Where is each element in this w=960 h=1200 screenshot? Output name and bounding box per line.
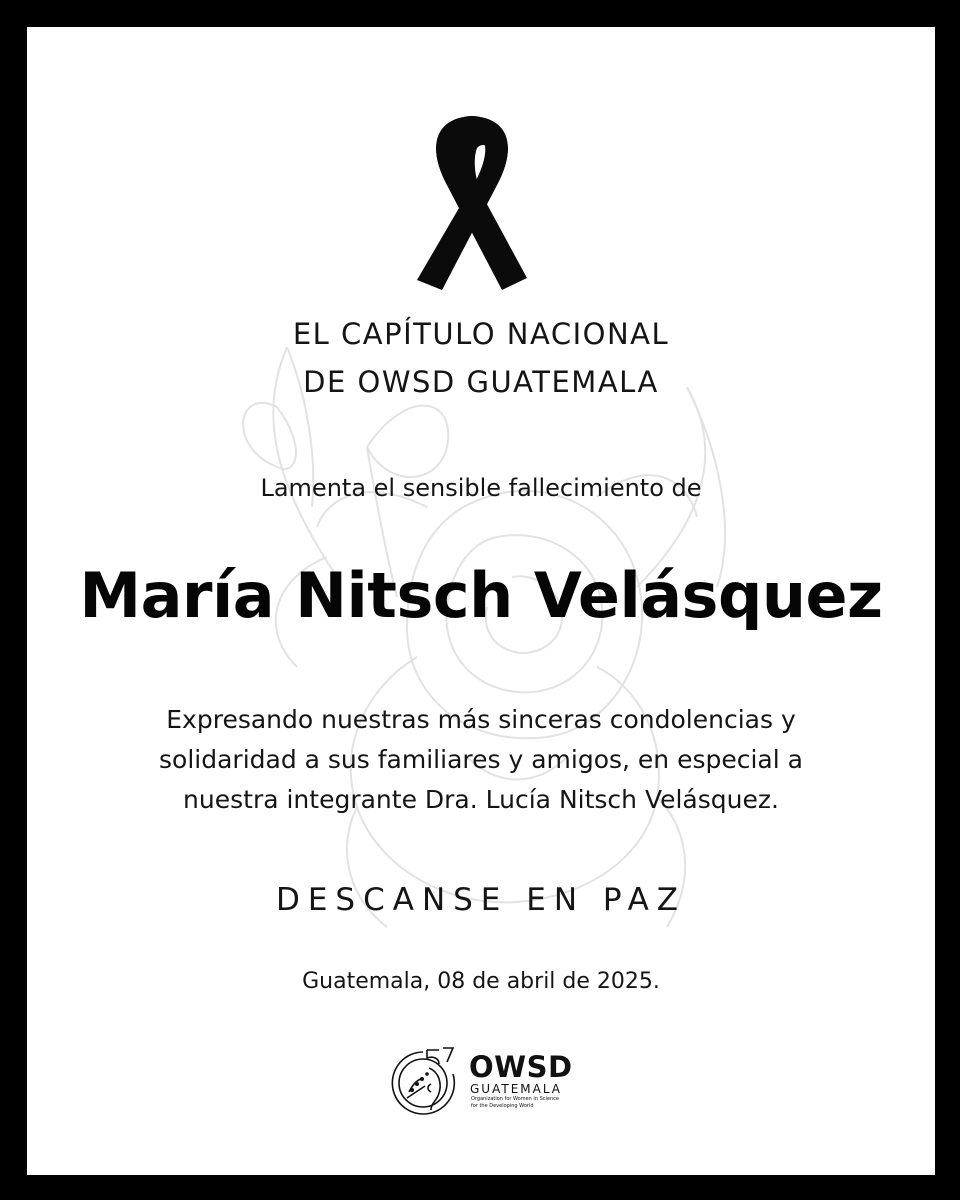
owsd-guatemala-logo <box>383 1044 583 1122</box>
condolence-message <box>27 700 935 820</box>
logo-country: GUATEMALA <box>470 1082 563 1096</box>
organization-heading <box>27 310 935 406</box>
flower-watermark <box>217 327 757 947</box>
logo-tagline-1: Organization for Women in Science <box>471 1096 559 1102</box>
message-line-2: solidaridad a sus familiares y amigos, en especial a <box>159 745 803 774</box>
logo-name: OWSD <box>469 1050 573 1084</box>
org-line-2: DE OWSD GUATEMALA <box>303 365 659 399</box>
lament-text: Lamenta el sensible fallecimiento de <box>260 474 702 502</box>
logo-tagline <box>471 1096 591 1110</box>
logo-tagline-2: for the Developing World <box>471 1103 534 1109</box>
deceased-name: María Nitsch Velásquez <box>79 559 883 632</box>
rest-in-peace-text: DESCANSE EN PAZ <box>275 882 687 918</box>
org-line-1: EL CAPÍTULO NACIONAL <box>292 317 670 351</box>
date-line: Guatemala, 08 de abril de 2025. <box>302 969 660 994</box>
message-line-3: nuestra integrante Dra. Lucía Nitsch Velásquez. <box>183 785 779 814</box>
message-line-1: Expresando nuestras más sinceras condolencias y <box>166 705 796 734</box>
black-ribbon-icon <box>402 110 542 295</box>
obituary-card <box>27 27 935 1175</box>
owsd-25-logo-mark <box>383 1044 465 1122</box>
